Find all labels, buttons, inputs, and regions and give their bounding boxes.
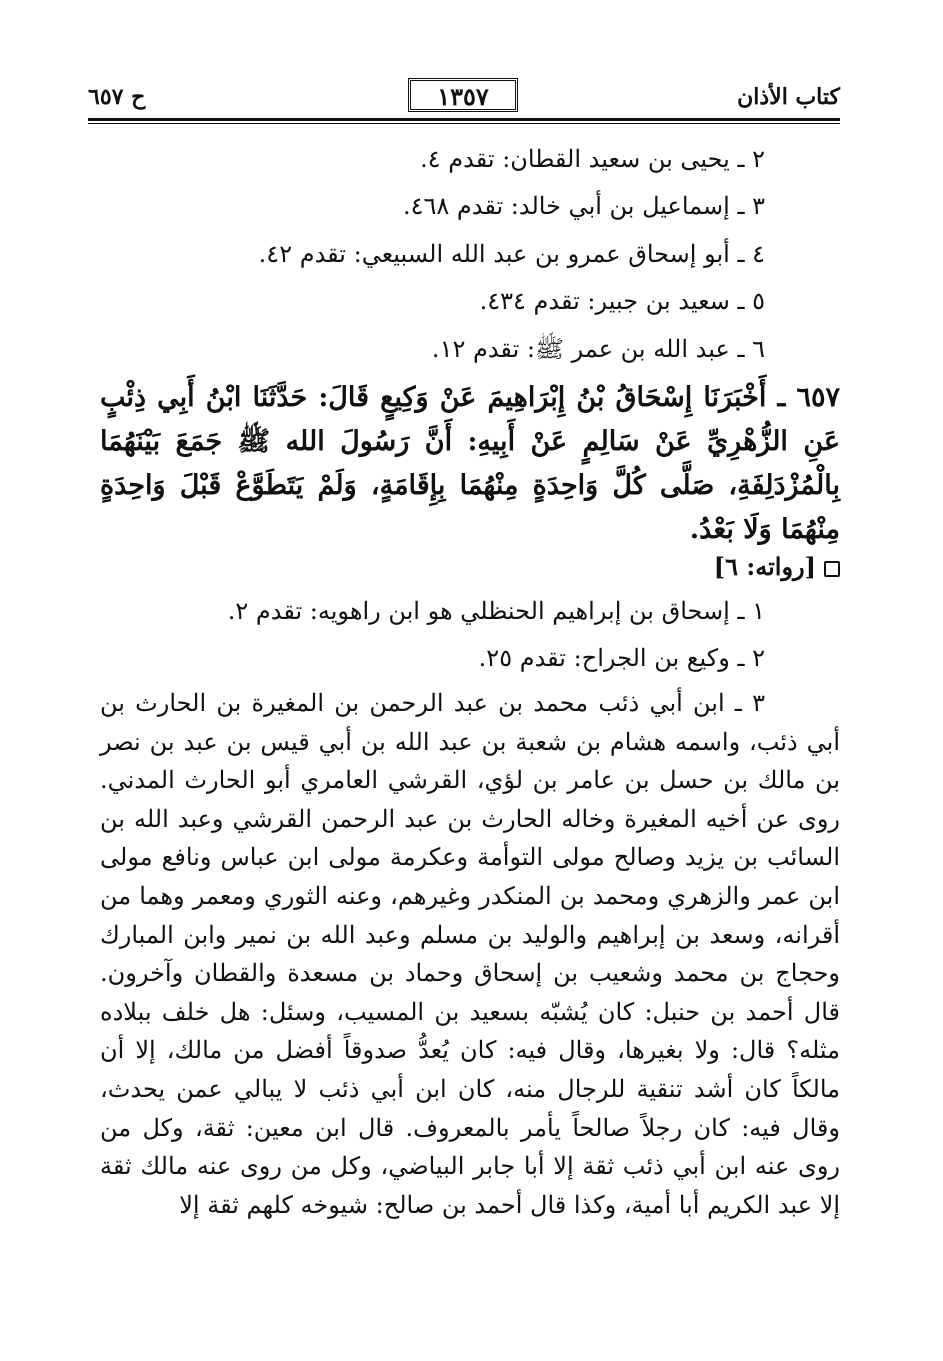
header-rule-thin [88,123,840,124]
header-rule [88,118,840,121]
section-heading [714,552,840,581]
narrator-line: ٦ ـ عبد الله بن عمر ﷺ: تقدم ١٢. [431,335,765,363]
narrator-line: ٤ ـ أبو إسحاق عمرو بن عبد الله السبيعي: تقدم ٤٢. [258,240,765,268]
narrator-line: ٢ ـ يحيى بن سعيد القطان: تقدم ٤. [420,145,765,173]
narrator-line: ١ ـ إسحاق بن إبراهيم الحنظلي هو ابن راهويه: تقدم ٢. [227,597,765,625]
hadith-reference: ح ٦٥٧ [88,84,146,110]
narrator-line: ٢ ـ وكيع بن الجراح: تقدم ٢٥. [478,644,765,672]
narrator-line: ٣ ـ إسماعيل بن أبي خالد: تقدم ٤٦٨. [402,192,765,220]
book-title: كتاب الأذان [737,84,840,110]
square-bullet-icon [824,561,840,577]
section-heading-label: [رواته: ٦] [713,552,816,581]
hadith-text: ٦٥٧ ـ أَخْبَرَنَا إِسْحَاقُ بْنُ إِبْرَاهِيمَ عَنْ وَكِيعٍ قَالَ: حَدَّثَنَا ابْنُ أَبِي ذِئْبٍ عَنِ الزُّهْرِيِّ عَنْ سَالِمٍ عَنْ أَبِيهِ: أَنَّ رَسُولَ الله ﷺ جَمَعَ بَيْنَهُمَا بِالْمُزْدَلِفَةِ، صَلَّى كُلَّ وَاحِدَةٍ مِنْهُمَا بِإِقَامَةٍ، وَلَمْ يَتَطَوَّعْ قَبْلَ وَاحِدَةٍ مِنْهُمَا وَلَا بَعْدُ. [100,382,840,545]
page-number: ١٣٥٧ [408,78,518,112]
biography-paragraph: ٣ ـ ابن أبي ذئب محمد بن عبد الرحمن بن المغيرة بن الحارث بن أبي ذئب، واسمه هشام بن شعبة بن عبد الله بن أبي قيس بن عبد بن نصر بن مالك بن حسل بن عامر بن لؤي، القرشي العامري أبو الحارث المدني. روى عن أخيه المغيرة وخاله الحارث بن عبد الرحمن القرشي وعبد الله بن السائب بن يزيد وصالح مولى التوأمة وعكرمة مولى ابن عباس ونافع مولى ابن عمر والزهري ومحمد بن المنكدر وغيرهم، وعنه الثوري ومعمر وهما من أقرانه، وسعد بن إبراهيم والوليد بن مسلم وعبد الله بن نمير وابن المبارك وحجاج بن محمد وشعيب بن إسحاق وحماد بن مسعدة والقطان وآخرون. قال أحمد بن حنبل: كان يُشبّه بسعيد بن المسيب، وسئل: هل خلف ببلاده مثله؟ قال: ولا بغيرها، وقال فيه: كان يُعدُّ صدوقاً أفضل من مالك، إلا أن مالكاً كان أشد تنقية للرجال منه، كان ابن أبي ذئب لا يبالي عمن يحدث، وقال فيه: كان رجلاً صالحاً يأمر بالمعروف. قال ابن معين: ثقة، وكل من روى عنه ابن أبي ذئب ثقة إلا أبا جابر البياضي، وكل من روى عنه مالك ثقة إلا عبد الكريم أبا أمية، وكذا قال أحمد بن صالح: شيوخه كلهم ثقة إلا [100,689,840,1219]
page-header [88,78,840,114]
narrator-line: ٥ ـ سعيد بن جبير: تقدم ٤٣٤. [479,287,765,315]
